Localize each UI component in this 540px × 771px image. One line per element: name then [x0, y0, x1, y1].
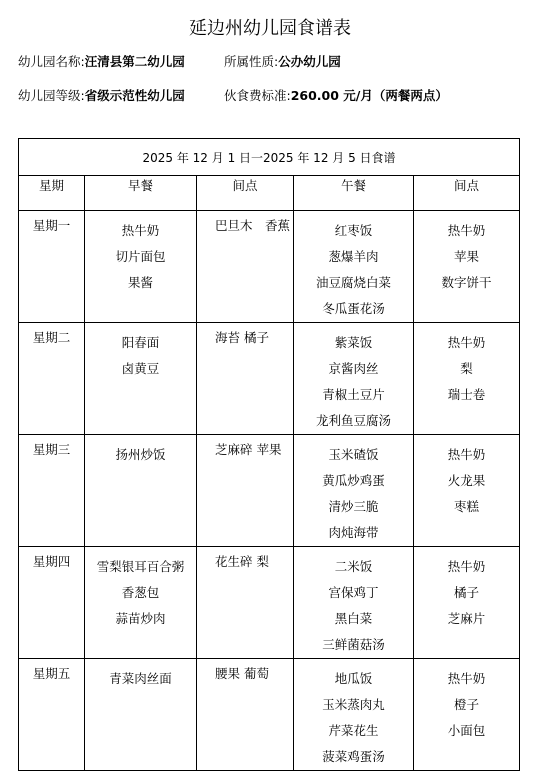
- snack1-item: 巴旦木 香蕉: [215, 218, 291, 233]
- snack2-item: 枣糕: [454, 499, 480, 514]
- snack2-cell: [414, 211, 520, 323]
- day-cell: [19, 435, 85, 547]
- table-row: [19, 323, 520, 435]
- lunch-item: 二米饭: [334, 559, 373, 574]
- breakfast-cell: [85, 435, 197, 547]
- meal-fee-value: 260.00 元/月（两餐两点）: [290, 88, 448, 103]
- lunch-item: 清炒三脆: [328, 499, 379, 514]
- snack2-item: 芝麻片: [447, 611, 486, 626]
- snack1-cell: [197, 323, 294, 435]
- snack1-item: 花生碎 梨: [215, 554, 269, 569]
- header-breakfast: 早餐: [85, 176, 197, 211]
- school-type: [224, 52, 341, 70]
- menu-caption-row: [19, 139, 520, 176]
- table-row: [19, 435, 520, 547]
- school-type-value: 公办幼儿园: [278, 54, 341, 69]
- day-label: 星期二: [32, 330, 71, 345]
- breakfast-item: 热牛奶: [121, 223, 160, 238]
- info-row-grade: [18, 86, 448, 104]
- breakfast-item: 青菜肉丝面: [109, 671, 172, 686]
- breakfast-item: 扬州炒饭: [115, 447, 166, 462]
- snack1-cell: [197, 659, 294, 771]
- snack2-item: 热牛奶: [447, 559, 486, 574]
- snack2-item: 数字饼干: [441, 275, 492, 290]
- snack2-item: 梨: [460, 361, 473, 376]
- meal-fee-label: 伙食费标准:: [224, 88, 291, 103]
- snack2-item: 瑞士卷: [447, 387, 486, 402]
- breakfast-cell: [85, 211, 197, 323]
- menu-table: [18, 138, 520, 771]
- day-cell: [19, 211, 85, 323]
- day-cell: [19, 659, 85, 771]
- breakfast-item: 阳春面: [121, 335, 160, 350]
- snack1-cell: [197, 211, 294, 323]
- snack2-item: 小面包: [447, 723, 486, 738]
- lunch-item: 京酱肉丝: [328, 361, 379, 376]
- lunch-item: 龙利鱼豆腐汤: [315, 413, 391, 428]
- lunch-item: 肉炖海带: [328, 525, 379, 540]
- snack2-item: 橙子: [454, 697, 480, 712]
- school-name-value: 汪清县第二幼儿园: [84, 54, 185, 69]
- breakfast-item: 蒜苗炒肉: [115, 611, 166, 626]
- breakfast-item: 切片面包: [115, 249, 166, 264]
- snack1-cell: [197, 547, 294, 659]
- breakfast-item: 卤黄豆: [121, 361, 160, 376]
- snack2-cell: [414, 323, 520, 435]
- info-row-school: [18, 52, 341, 70]
- lunch-item: 红枣饭: [334, 223, 373, 238]
- lunch-item: 三鲜菌菇汤: [322, 637, 385, 652]
- lunch-item: 黑白菜: [334, 611, 373, 626]
- lunch-cell: [294, 435, 414, 547]
- meal-fee: [224, 86, 448, 104]
- lunch-item: 宫保鸡丁: [328, 585, 379, 600]
- page-title: 延边州幼儿园食谱表: [189, 18, 351, 39]
- breakfast-cell: [85, 547, 197, 659]
- school-name-label: 幼儿园名称:: [18, 54, 85, 69]
- snack1-item: 腰果 葡萄: [215, 666, 269, 681]
- lunch-item: 黄瓜炒鸡蛋: [322, 473, 385, 488]
- day-label: 星期一: [32, 218, 71, 233]
- table-row: [19, 211, 520, 323]
- lunch-item: 菠菜鸡蛋汤: [322, 749, 385, 764]
- school-grade-label: 幼儿园等级:: [18, 88, 85, 103]
- snack1-cell: [197, 435, 294, 547]
- lunch-item: 葱爆羊肉: [328, 249, 379, 264]
- menu-header-row: [19, 176, 520, 211]
- day-cell: [19, 323, 85, 435]
- day-cell: [19, 547, 85, 659]
- snack2-item: 苹果: [454, 249, 480, 264]
- school-grade-value: 省级示范性幼儿园: [84, 88, 185, 103]
- table-row: [19, 547, 520, 659]
- snack2-cell: [414, 435, 520, 547]
- lunch-item: 芹菜花生: [328, 723, 379, 738]
- day-label: 星期四: [32, 554, 71, 569]
- snack1-item: 海苔 橘子: [215, 330, 269, 345]
- lunch-item: 玉米碴饭: [328, 447, 379, 462]
- lunch-item: 地瓜饭: [334, 671, 373, 686]
- school-type-label: 所属性质:: [224, 54, 279, 69]
- lunch-item: 油豆腐烧白菜: [315, 275, 391, 290]
- breakfast-cell: [85, 659, 197, 771]
- lunch-cell: [294, 547, 414, 659]
- lunch-cell: [294, 211, 414, 323]
- lunch-item: 玉米蒸肉丸: [322, 697, 385, 712]
- day-label: 星期三: [32, 442, 71, 457]
- snack2-item: 火龙果: [447, 473, 486, 488]
- breakfast-cell: [85, 323, 197, 435]
- breakfast-item: 香葱包: [121, 585, 160, 600]
- snack2-item: 热牛奶: [447, 335, 486, 350]
- header-lunch: 午餐: [294, 176, 414, 211]
- snack2-item: 热牛奶: [447, 223, 486, 238]
- snack2-cell: [414, 659, 520, 771]
- breakfast-item: 雪梨银耳百合粥: [96, 559, 185, 574]
- lunch-cell: [294, 323, 414, 435]
- header-day: 星期: [19, 176, 85, 211]
- snack2-item: 热牛奶: [447, 447, 486, 462]
- header-snack-2: 间点: [414, 176, 520, 211]
- lunch-item: 青椒土豆片: [322, 387, 385, 402]
- header-snack-1: 间点: [197, 176, 294, 211]
- snack1-item: 芝麻碎 苹果: [215, 442, 282, 457]
- table-row: [19, 659, 520, 771]
- lunch-item: 冬瓜蛋花汤: [322, 301, 385, 316]
- snack2-cell: [414, 547, 520, 659]
- breakfast-item: 果酱: [127, 275, 153, 290]
- menu-caption: 2025 年 12 月 1 日一2025 年 12 月 5 日食谱: [19, 139, 520, 176]
- snack2-item: 热牛奶: [447, 671, 486, 686]
- lunch-cell: [294, 659, 414, 771]
- day-label: 星期五: [32, 666, 71, 681]
- lunch-item: 紫菜饭: [334, 335, 373, 350]
- snack2-item: 橘子: [454, 585, 480, 600]
